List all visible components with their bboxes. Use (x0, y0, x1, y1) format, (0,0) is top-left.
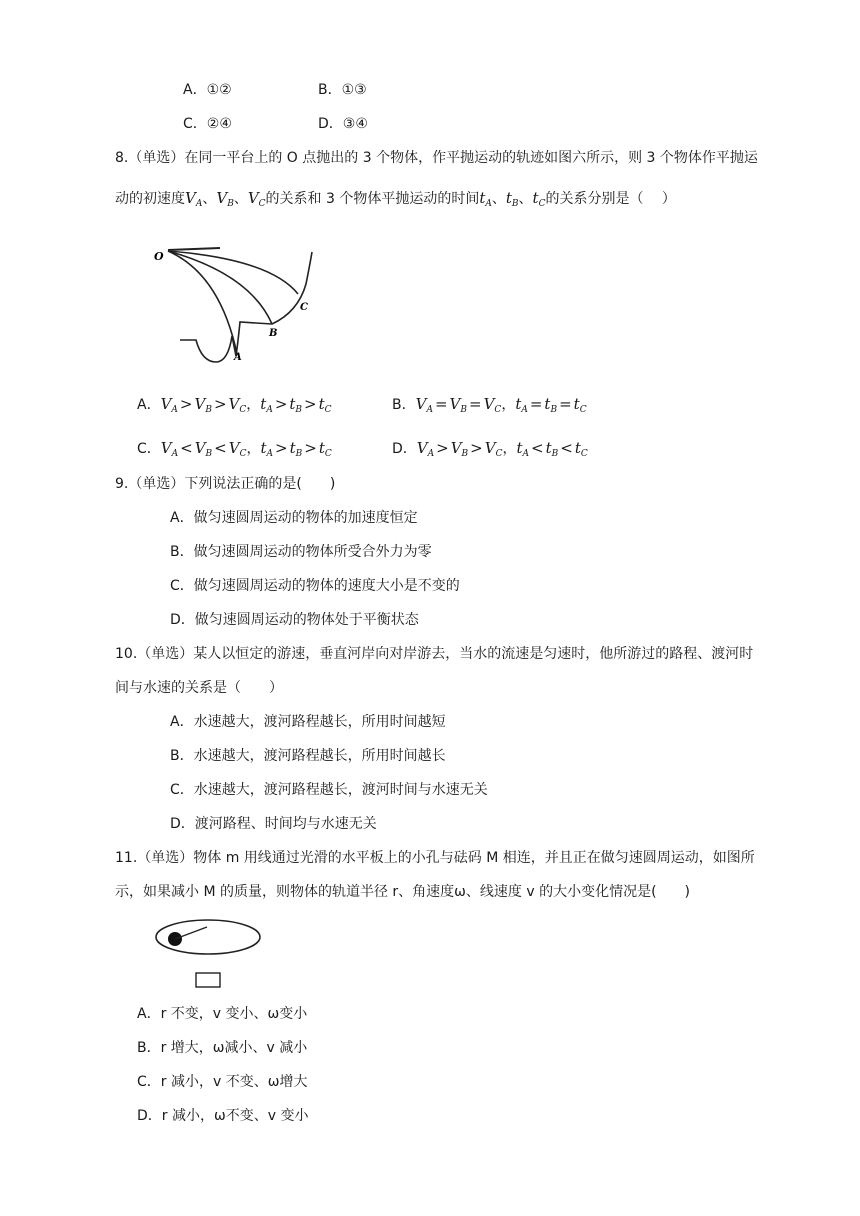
label-o: O (154, 250, 164, 263)
q7-option-a: A．①② (183, 82, 232, 98)
q10-stem-line1: 10.（单选）某人以恒定的游速，垂直河岸向对岸游去，当水的流速是匀速时，他所游过的路程、渡河时 (115, 646, 754, 662)
q8-option-d: D．$V_A > V_B > V_C$，$t_A < t_B < t_C$ (392, 439, 588, 459)
ground-profile (180, 252, 312, 362)
q9-option-a: A．做匀速圆周运动的物体的加速度恒定 (170, 510, 418, 526)
q10-option-c: C．水速越大，渡河路程越长，渡河时间与水速无关 (170, 782, 488, 798)
q8-va: $V_A$ (185, 189, 203, 209)
q8-option-b: B．$V_A = V_B = V_C$，$t_A = t_B = t_C$ (392, 395, 587, 415)
q7-option-c: C．②④ (183, 116, 232, 132)
trajectory-b (168, 251, 272, 324)
q9-stem: 9.（单选）下列说法正确的是( ) (115, 476, 336, 492)
q8-vc: $V_C$ (247, 189, 266, 209)
label-b: B (269, 328, 278, 339)
string-line (175, 927, 207, 939)
q10-option-b: B．水速越大，渡河路程越长，所用时间越长 (170, 748, 446, 764)
q8-stem-line2: 动的初速度$V_A$、$V_B$、$V_C$的关系和 3 个物体平抛运动的时间$t_A$、$t_B$、$t_C$的关系分别是（ ） (115, 189, 676, 209)
q8-stem-text-a: 动的初速度 (115, 191, 185, 207)
label-c: C (300, 302, 308, 313)
q7-option-b: B．①③ (318, 82, 367, 98)
q8-option-a: A．$V_A > V_B > V_C$，$t_A > t_B > t_C$ (137, 395, 332, 415)
q8-tc: $t_C$ (532, 189, 546, 209)
q8-ta: $t_A$ (479, 189, 492, 209)
label-a: A (234, 352, 242, 363)
q11-circular-motion-figure (152, 916, 264, 992)
q8-stem-text-c: 的关系分别是（ ） (545, 191, 676, 207)
q11-stem-line1: 11.（单选）物体 m 用线通过光滑的水平板上的小孔与砝码 M 相连，并且正在做匀速圆周运动，如图所 (115, 850, 755, 866)
q9-option-c: C．做匀速圆周运动的物体的速度大小是不变的 (170, 578, 460, 594)
q11-stem-line2: 示，如果减小 M 的质量，则物体的轨道半径 r、角速度ω、线速度 v 的大小变化情况是( ) (115, 884, 691, 900)
q11-option-b: B．r 增大，ω减小、v 减小 (137, 1040, 308, 1056)
q9-option-d: D．做匀速圆周运动的物体处于平衡状态 (170, 612, 419, 628)
q8-stem-text-b: 的关系和 3 个物体平抛运动的时间 (265, 191, 480, 207)
q10-option-d: D．渡河路程、时间均与水速无关 (170, 816, 377, 832)
q7-option-d: D．③④ (318, 116, 368, 132)
q11-option-c: C．r 减小，v 不变、ω增大 (137, 1074, 308, 1090)
weight-m (196, 973, 220, 987)
q8-vb: $V_B$ (216, 189, 234, 209)
q8-option-c: C．$V_A < V_B < V_C$，$t_A > t_B > t_C$ (137, 439, 332, 459)
platform-top (168, 248, 220, 250)
trajectory-a (168, 251, 237, 354)
q11-option-d: D．r 减小，ω不变、v 变小 (137, 1108, 309, 1124)
q10-stem-line2: 间与水速的关系是（ ） (115, 680, 283, 696)
q9-option-b: B．做匀速圆周运动的物体所受合外力为零 (170, 544, 432, 560)
q11-option-a: A．r 不变，v 变小、ω变小 (137, 1006, 308, 1022)
q10-option-a: A．水速越大，渡河路程越长，所用时间越短 (170, 714, 446, 730)
q8-stem-line1: 8.（单选）在同一平台上的 O 点抛出的 3 个物体，作平抛运动的轨迹如图六所示，则 3 个物体作平抛运 (115, 150, 758, 166)
q8-tb: $t_B$ (505, 189, 519, 209)
q8-trajectory-figure (150, 244, 325, 368)
